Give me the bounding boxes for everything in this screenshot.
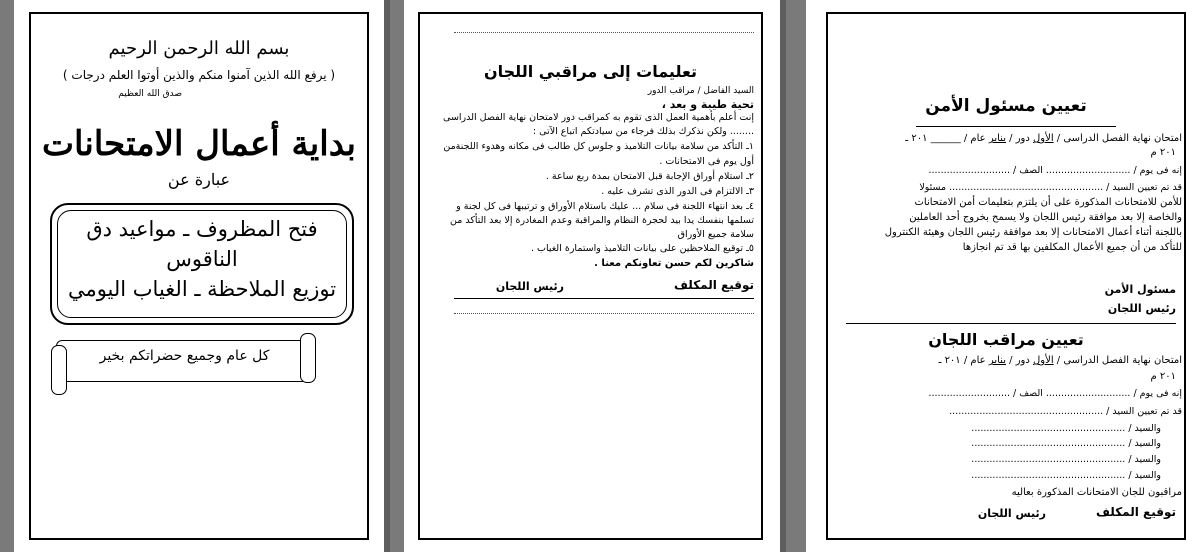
security-title-underline (916, 126, 1116, 127)
subtitle: عبارة عن (167, 170, 231, 189)
page-gap-2 (780, 0, 786, 552)
exam-year-label: عام (970, 133, 986, 144)
signature-head: رئيس اللجان (495, 280, 564, 293)
page-gap (384, 0, 390, 552)
exam-role-2: دور (1015, 355, 1030, 366)
exam-year-2: ٢٠١ ـ (938, 355, 961, 366)
bottom-rule-2 (454, 313, 754, 314)
security-year-line: ٢٠١ م (1150, 147, 1176, 158)
basmala: بسم الله الرحمن الرحيم (108, 38, 290, 59)
tasks-line-3: توزيع الملاحظة ـ الغياب اليومي (67, 277, 337, 301)
item-3: ٣ـ الالتزام فى الدور الذى تشرف عليه . (601, 186, 754, 197)
exam-year-label-2: عام (970, 355, 986, 366)
scroll-curl-left (51, 345, 67, 395)
security-body-4: للتأكد من أن جميع الأعمال المكلفين بها قد تم انجازها (962, 242, 1182, 253)
tasks-line-1: فتح المظروف ـ مواعيد دق (86, 217, 318, 241)
exam-role: دور (1015, 133, 1030, 144)
verse: ( يرفع الله الذين آمنوا منكم والذين أوتوا العلم درجات ) (62, 68, 336, 82)
proctor-and-1: والسيد / ................................................... (971, 423, 1161, 434)
proctor-footer: مراقبون للجان الامتحانات المذكورة بعاليه (1011, 487, 1182, 498)
exam-term: الأول (1033, 133, 1054, 144)
security-body-1: للأمن للامتحانات المذكورة على أن يلتزم بتعليمات أمن الامتحانات (914, 197, 1182, 208)
exam-month-2: يناير (988, 355, 1006, 366)
security-sign-2: رئيس اللجان (1107, 302, 1176, 315)
item-4c: سلامة جميع الأوراق (677, 229, 754, 240)
intro-line-1: إنت أعلم بأهمية العمل الذى تقوم به كمراقب دور لامتحان نهاية الفصل الدراسى (443, 112, 754, 123)
item-1a: ١ـ التأكد من سلامة بيانات التلاميذ و جلوس كل طالب فى مكانه وهدوء اللجنةمن (443, 141, 754, 152)
proctor-and-2: والسيد / ................................................... (971, 438, 1161, 449)
security-title: تعيين مسئول الأمن (925, 96, 1087, 116)
item-4b: تسلمها بنفسك يدا بيد لحجرة النظام والمراقبة وعدم المغادرة إلا بعد التأكد من (450, 215, 754, 226)
tasks-line-2: الناقوس (166, 247, 238, 271)
scroll-text: كل عام وجميع حضراتكم بخير (99, 348, 270, 364)
greeting: تحية طيبة و بعد ، (661, 98, 754, 111)
proctor-day-line: إنه فى يوم / ............................ الصف / ........................... (928, 388, 1182, 399)
proctor-year-line: ٢٠١ م (1150, 371, 1176, 382)
proctor-title: تعيين مراقب اللجان (928, 330, 1084, 349)
proctor-sign-responsible: توقيع المكلف (1096, 505, 1176, 519)
document-page-3 (806, 0, 1201, 552)
security-body-3: باللجنة أثناء أعمال الامتحانات إلا بعد موافقة رئيس اللجان وهيئة الكنترول (884, 227, 1182, 238)
tasks-box (50, 203, 354, 325)
security-sign-1: مسئول الأمن (1104, 283, 1176, 296)
scroll-curl-right (300, 333, 316, 383)
thanks-line: شاكرين لكم حسن تعاونكم معنا . (594, 258, 754, 269)
exam-year: ٢٠١ ـ (905, 133, 928, 144)
exam-month: يناير (988, 133, 1006, 144)
security-appoint-line: قد تم تعيين السيد / ................................................... مسئولا (919, 182, 1182, 193)
proctor-and-4: والسيد / ................................................... (971, 470, 1161, 481)
signature-responsible: توقيع المكلف (674, 278, 754, 292)
intro-line-2: ........ ولكن نذكرك بذلك فرجاء من سيادتكم اتباع الآتى : (532, 126, 754, 137)
item-4a: ٤ـ بعد انتهاء اللجنة فى سلام ... عليك باستلام الأوراق و ترتيبها فى كل لجنة و (456, 201, 754, 212)
security-body-2: والخاصة إلا بعد موافقة رئيس اللجان ولا يسمح بخروج أحد العاملين (909, 212, 1182, 223)
section-divider (846, 323, 1176, 324)
greeting-scroll (56, 340, 311, 382)
exam-prefix-2: امتحان نهاية الفصل الدراسى (1063, 355, 1182, 366)
page-title: بداية أعمال الامتحانات (41, 124, 357, 164)
proctor-and-3: والسيد / ................................................... (971, 454, 1161, 465)
instructions-title: تعليمات إلى مراقبي اللجان (483, 62, 698, 81)
document-page-2 (404, 0, 780, 552)
item-1b: أول يوم فى الامتحانات . (659, 156, 754, 167)
item-2: ٢ـ استلام أوراق الإجابة قبل الامتحان بمدة ربع ساعة . (545, 171, 754, 182)
document-page-1 (14, 0, 384, 552)
proctor-exam-line: امتحان نهاية الفصل الدراسى / الأول دور / يناير عام / ٢٠١ ـ (938, 355, 1182, 366)
proctor-appoint-line: قد تم تعيين السيد / ................................................... (949, 406, 1182, 417)
security-day-line: إنه فى يوم / ............................ الصف / ........................... (928, 165, 1182, 176)
exam-term-2: الأول (1033, 355, 1054, 366)
security-exam-line: امتحان نهاية الفصل الدراسى / الأول دور / يناير عام / ______ ٢٠١ ـ (905, 133, 1182, 144)
proctor-sign-head: رئيس اللجان (977, 507, 1046, 520)
item-5: ٥ـ توقيع الملاحظين على بيانات التلاميذ واستمارة الغياب . (530, 243, 754, 254)
sadaq: صدق الله العظيم (118, 89, 182, 99)
bottom-rule-1 (454, 298, 754, 299)
salutation-line: السيد الفاضل / مراقب الدور (647, 86, 754, 96)
top-rule (454, 32, 754, 33)
exam-prefix: امتحان نهاية الفصل الدراسى (1063, 133, 1182, 144)
